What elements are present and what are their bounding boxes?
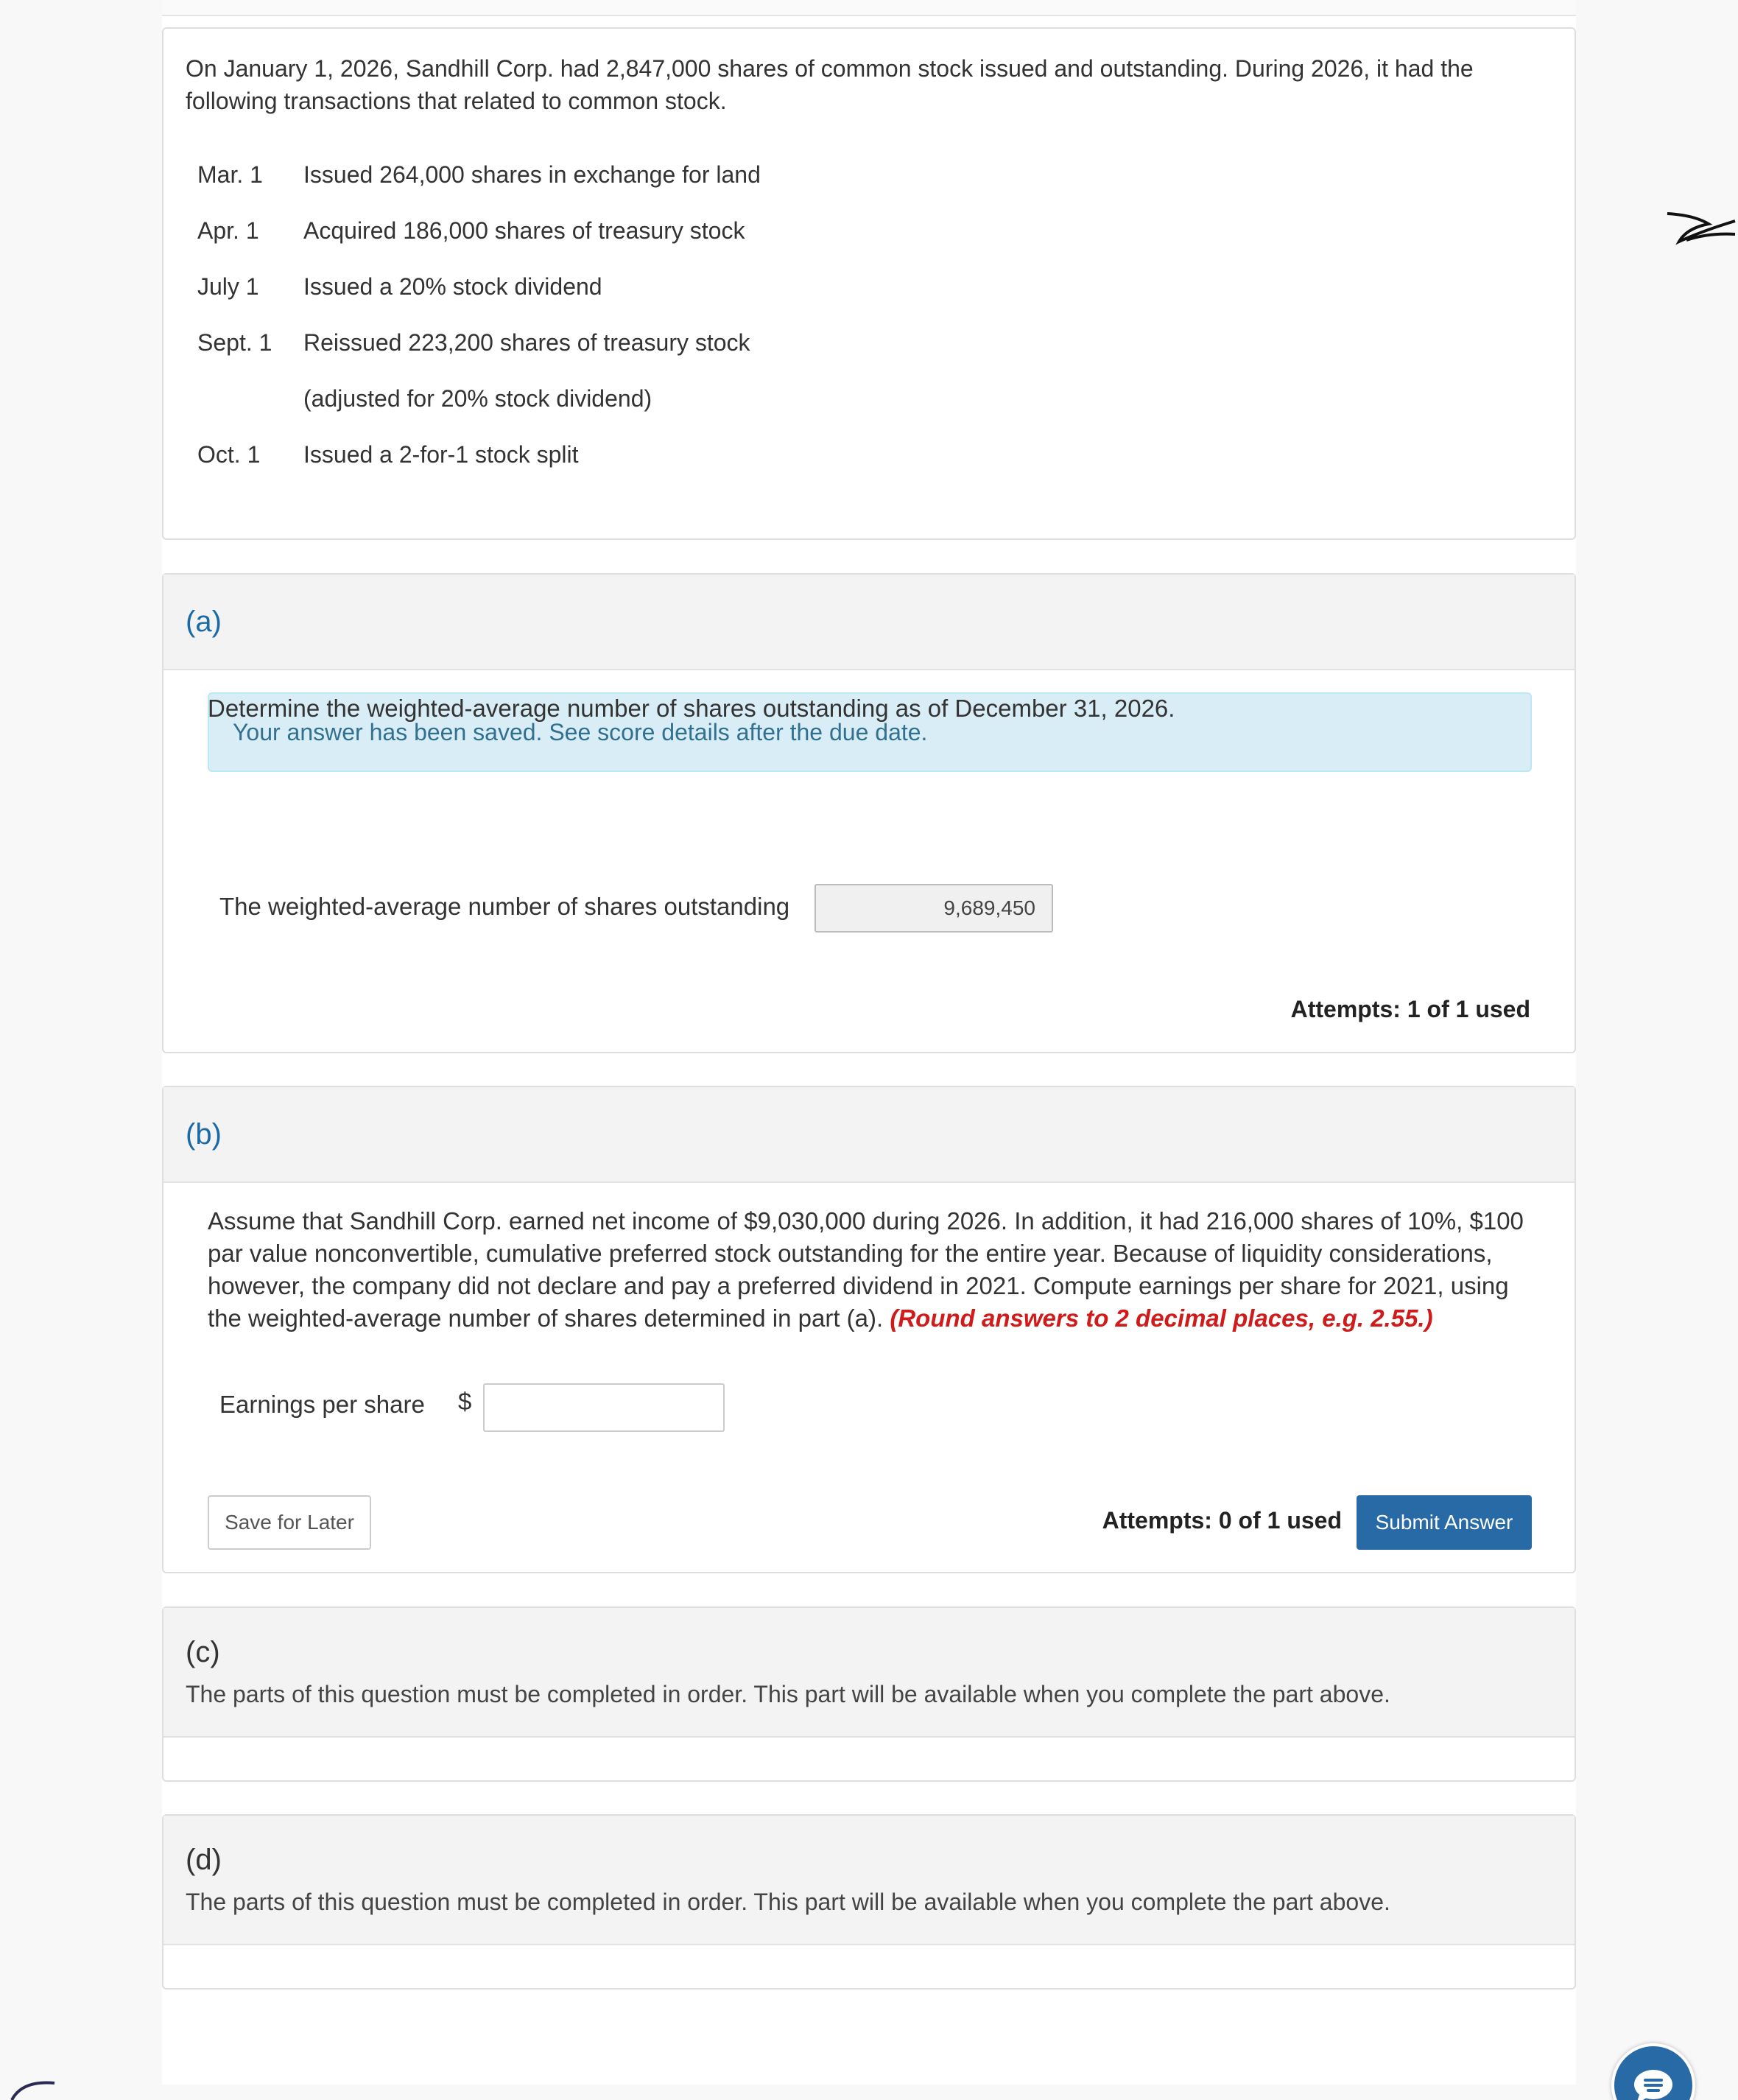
part-c-locked-message: The parts of this question must be completed in order. This part will be available when you complete the part above.	[186, 1681, 1390, 1707]
transaction-description: Acquired 186,000 shares of treasury stock	[303, 217, 745, 244]
chat-button[interactable]	[1611, 2043, 1695, 2100]
round-note: (Round answers to 2 decimal places, e.g. 2.55.)	[890, 1304, 1433, 1332]
transaction-description: Reissued 223,200 shares of treasury stock	[303, 329, 750, 356]
part-b-label: (b)	[186, 1117, 222, 1151]
transaction-date: Mar. 1	[197, 161, 263, 188]
part-b-card	[162, 1086, 1576, 1573]
chat-bubble-icon	[1632, 2068, 1675, 2100]
question-intro: On January 1, 2026, Sandhill Corp. had 2,847,000 shares of common stock issued and outstanding. During 2026, it had the following transactions that related to common stock.	[186, 55, 1474, 114]
transaction-row	[186, 426, 761, 482]
part-a-label: (a)	[186, 605, 222, 638]
transaction-description: Issued 264,000 shares in exchange for land	[303, 161, 761, 188]
part-d-card	[162, 1814, 1576, 1990]
save-for-later-button[interactable]: Save for Later	[208, 1495, 371, 1550]
eps-field-label: Earnings per share	[219, 1391, 425, 1418]
part-d-locked-message: The parts of this question must be completed in order. This part will be available when you complete the part above.	[186, 1889, 1390, 1915]
eps-input[interactable]	[483, 1383, 725, 1432]
transactions-table	[186, 147, 761, 482]
part-a-prompt: Determine the weighted-average number of shares outstanding as of December 31, 2026.	[208, 695, 1175, 722]
part-b-prompt	[208, 1205, 1533, 1335]
transaction-date: Sept. 1	[197, 329, 272, 356]
transaction-row	[186, 259, 761, 315]
scribble-mark-corner	[0, 2077, 66, 2100]
transaction-date: Oct. 1	[197, 440, 261, 468]
part-d-header	[163, 1816, 1575, 1945]
part-c-card	[162, 1606, 1576, 1782]
part-c-header	[163, 1608, 1575, 1738]
transaction-row	[186, 203, 761, 259]
transaction-date	[186, 371, 303, 426]
part-a-card	[162, 573, 1576, 1053]
weighted-average-shares-value: 9,689,450	[943, 896, 1035, 919]
part-b-prompt-text: Assume that Sandhill Corp. earned net income of $9,030,000 during 2026. In addition, it had 216,000 shares of 10%, $100 par value nonconvertible, cumulative preferred stock outstanding for the entire year. Because of liquidity considerations, however, the company did not declare and pay a preferred dividend in 2021. Compute earnings per share for 2021, using the weighted-average number of shares determined in part (a).	[208, 1207, 1524, 1332]
question-card	[162, 27, 1576, 540]
part-c-label: (c)	[186, 1636, 220, 1668]
scribble-mark	[1664, 199, 1738, 258]
part-a-attempts: Attempts: 1 of 1 used	[1290, 996, 1530, 1022]
part-a-field-label: The weighted-average number of shares outstanding	[219, 893, 790, 920]
part-a-header[interactable]	[163, 575, 1575, 670]
transaction-description: Issued a 20% stock dividend	[303, 273, 602, 300]
transaction-description: Issued a 2-for-1 stock split	[303, 440, 579, 468]
previous-card-edge	[162, 0, 1576, 16]
part-b-header[interactable]	[163, 1087, 1575, 1183]
transaction-row	[186, 147, 761, 203]
weighted-average-shares-field[interactable]	[815, 884, 1053, 933]
transaction-row	[186, 315, 761, 371]
submit-answer-button[interactable]: Submit Answer	[1357, 1495, 1532, 1550]
transaction-date: Apr. 1	[197, 217, 259, 244]
part-d-label: (d)	[186, 1844, 222, 1876]
saved-message: Your answer has been saved. See score details after the due date.	[233, 718, 928, 745]
transaction-row	[186, 371, 761, 426]
transaction-date: July 1	[197, 273, 259, 300]
transaction-description: (adjusted for 20% stock dividend)	[303, 384, 652, 412]
currency-symbol: $	[458, 1388, 472, 1415]
part-b-attempts: Attempts: 0 of 1 used	[1102, 1507, 1342, 1534]
